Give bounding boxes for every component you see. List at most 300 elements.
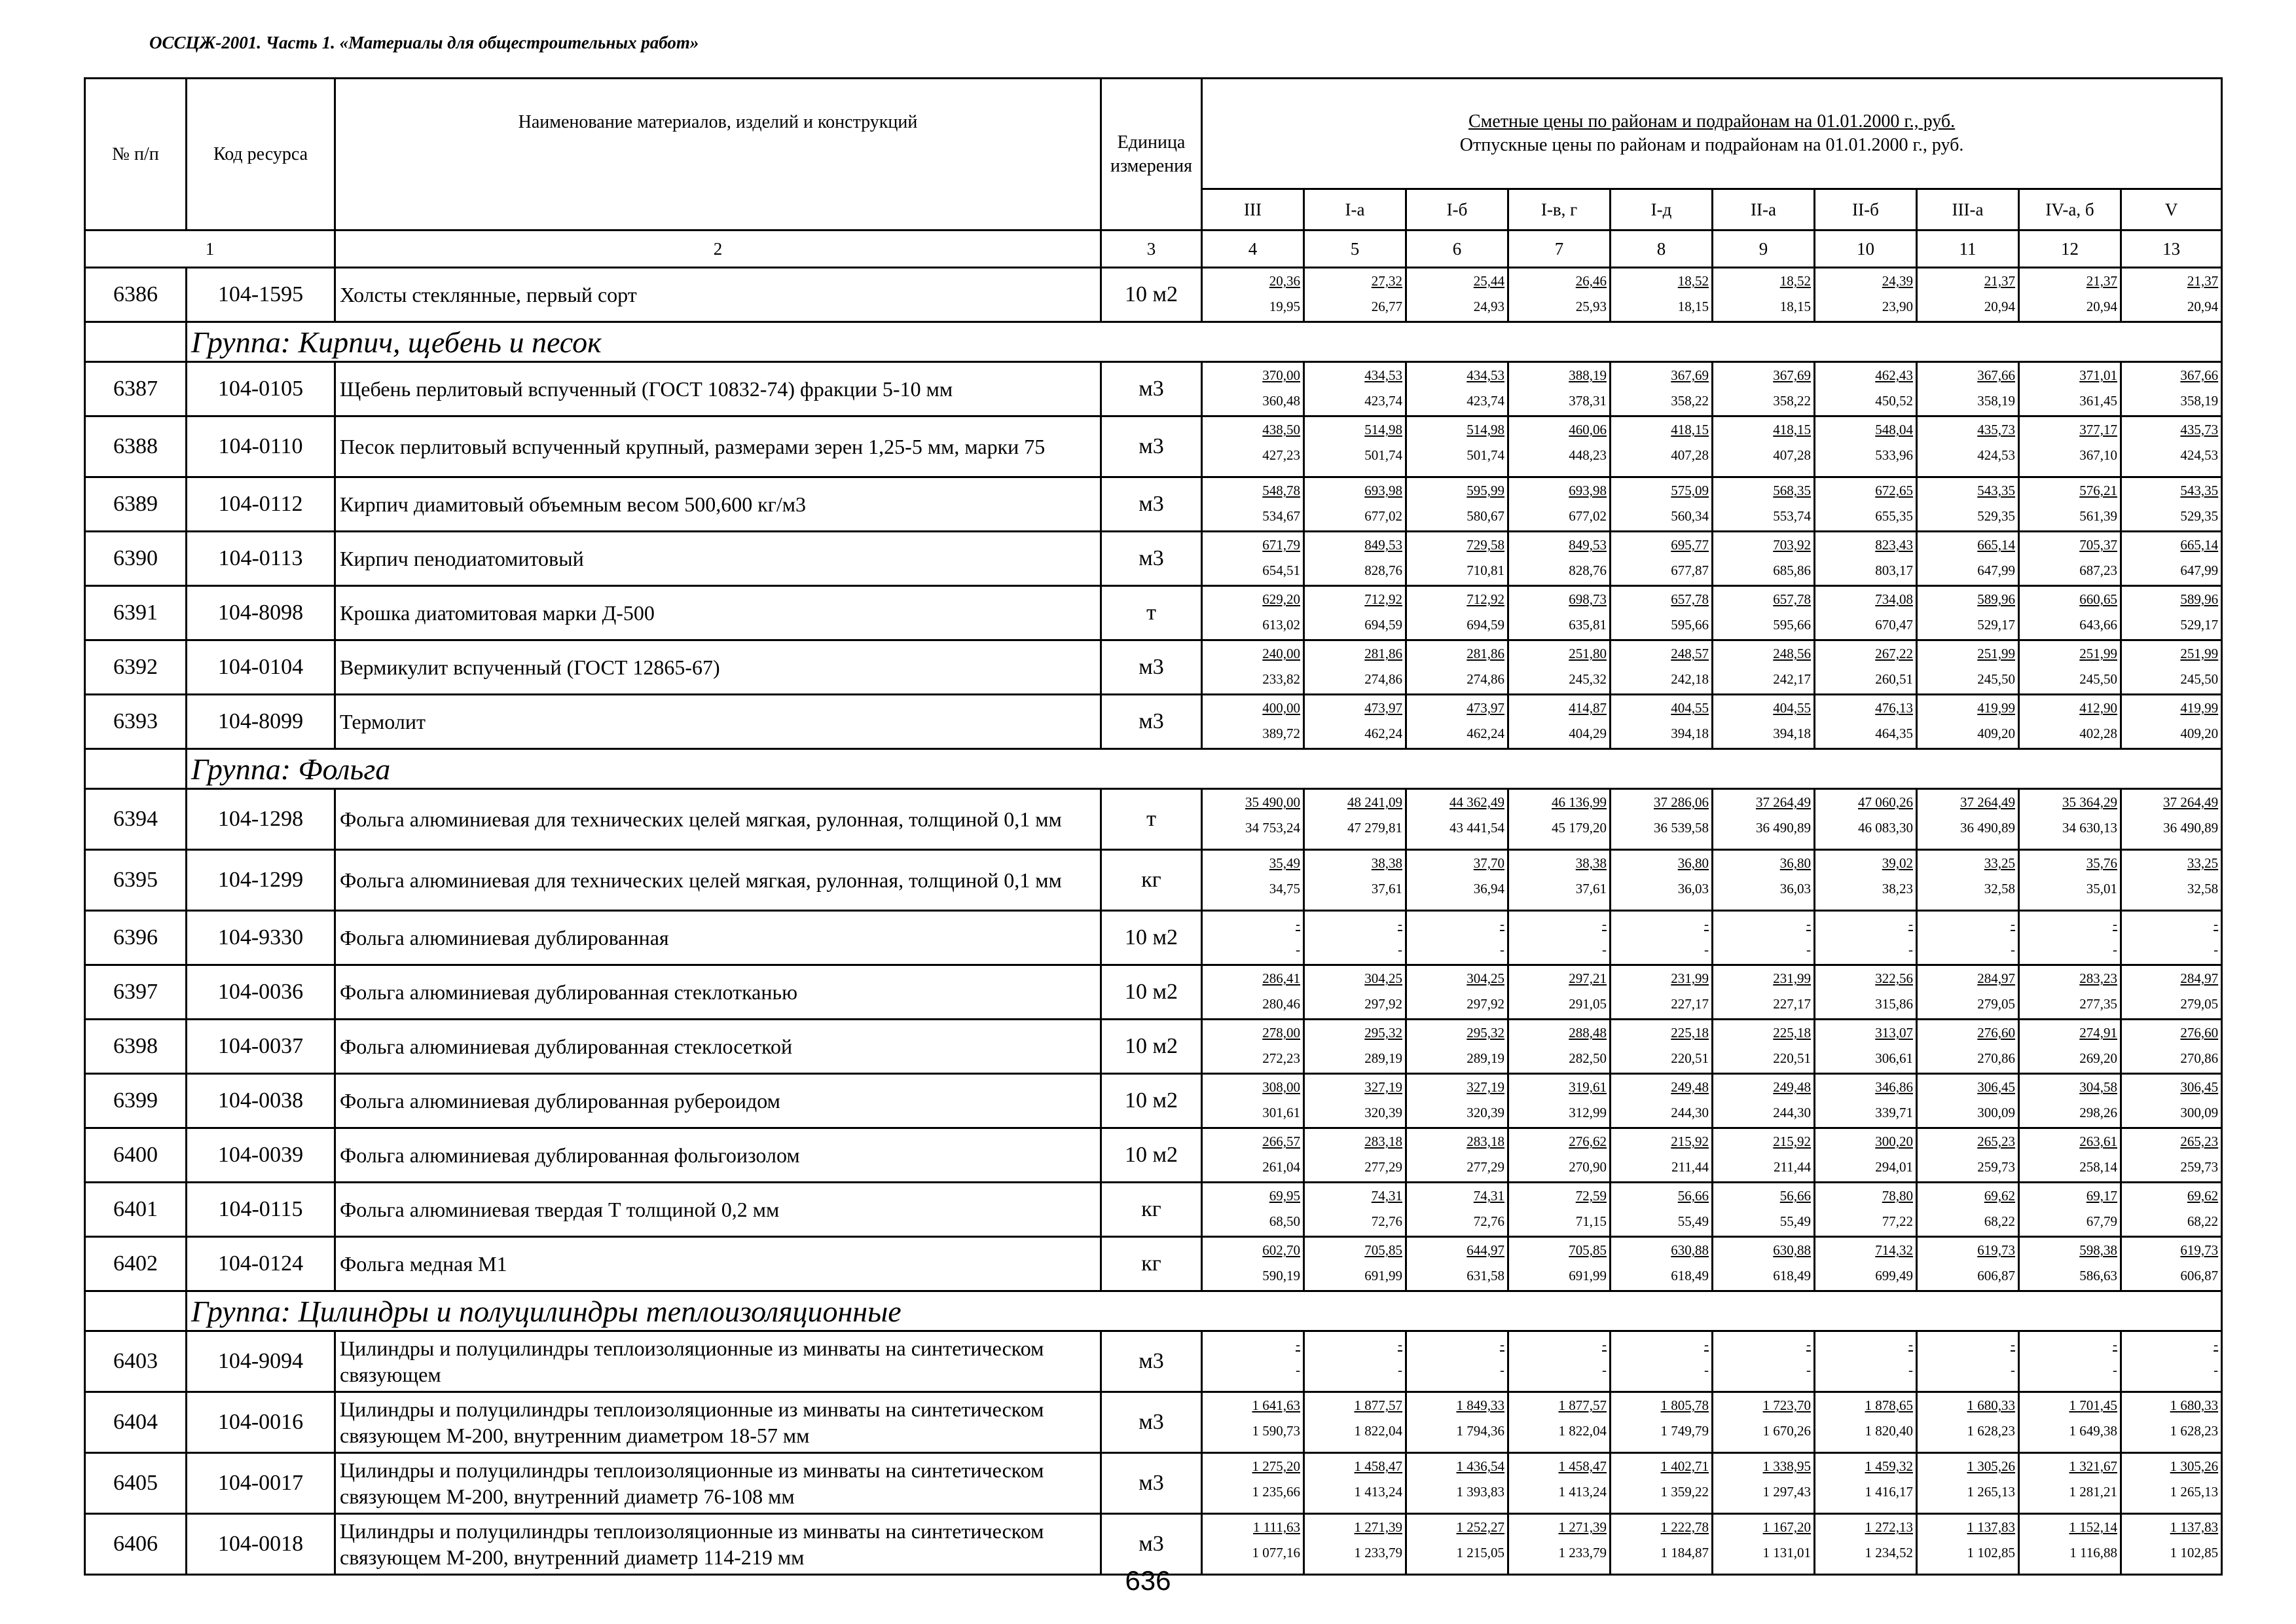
release-price: 227,17 (1671, 996, 1709, 1012)
price-cell (1917, 850, 2019, 911)
price-cell (1406, 1392, 1508, 1453)
estimate-price: 619,73 (1977, 1242, 2015, 1258)
estimate-price: 1 137,83 (1967, 1519, 2015, 1535)
estimate-price: 729,58 (1467, 537, 1504, 553)
price-cell (1304, 362, 1406, 416)
estimate-price: 712,92 (1467, 591, 1504, 607)
resource-code: 104-0016 (187, 1392, 335, 1453)
release-price: 529,17 (2180, 617, 2219, 633)
release-price: 1 749,79 (1660, 1423, 1709, 1439)
estimate-price: 548,78 (1262, 483, 1300, 498)
resource-code: 104-9094 (187, 1331, 335, 1392)
price-cell (1713, 1453, 1815, 1514)
release-price: 1 359,22 (1660, 1484, 1709, 1500)
unit-of-measure: 10 м2 (1101, 268, 1202, 322)
estimate-price: - (1908, 1337, 1913, 1352)
estimate-price: 284,97 (2180, 970, 2219, 986)
release-price: 72,76 (1371, 1213, 1402, 1229)
header-prices-estimate: Сметные цены по районам и подрайонам на 01.01.2000 г., руб. (1468, 111, 1956, 132)
material-name: Крошка диатомитовая марки Д-500 (335, 586, 1101, 640)
price-cell (2121, 1453, 2222, 1514)
estimate-price: 657,78 (1773, 591, 1811, 607)
estimate-price: 78,80 (1882, 1188, 1913, 1204)
release-price: 1 265,13 (1967, 1484, 2015, 1500)
release-price: 694,59 (1467, 617, 1504, 633)
price-cell (1202, 1128, 1304, 1183)
release-price: 18,15 (1779, 299, 1811, 314)
price-cell (2121, 1128, 2222, 1183)
estimate-price: 619,73 (2180, 1242, 2219, 1258)
estimate-price: 665,14 (2180, 537, 2219, 553)
estimate-price: 462,43 (1875, 367, 1913, 383)
row-number: 6400 (85, 1128, 187, 1183)
estimate-price: 304,58 (2079, 1079, 2117, 1095)
price-cell (1304, 477, 1406, 532)
price-cell (1304, 586, 1406, 640)
region-header: I-в, г (1508, 189, 1611, 231)
price-cell (1304, 1183, 1406, 1237)
release-price: 710,81 (1467, 563, 1504, 578)
resource-code: 104-0115 (187, 1183, 335, 1237)
price-cell (1815, 268, 1917, 322)
column-number: 5 (1304, 231, 1406, 268)
table-body (85, 79, 2222, 1575)
price-cell (1611, 1331, 1713, 1392)
price-cell (1713, 362, 1815, 416)
material-name: Фольга медная М1 (335, 1237, 1101, 1291)
release-price: 297,92 (1467, 996, 1504, 1012)
price-cell (1508, 532, 1611, 586)
release-price: 1 416,17 (1865, 1484, 1913, 1500)
estimate-price: 630,88 (1671, 1242, 1709, 1258)
price-cell (1406, 1237, 1508, 1291)
unit-of-measure: т (1101, 586, 1202, 640)
release-price: 32,58 (1984, 881, 2015, 896)
release-price: 32,58 (2187, 881, 2219, 896)
price-cell (1815, 850, 1917, 911)
header-prices-release: Отпускные цены по районам и подрайонам на 01.01.2000 г., руб. (1459, 135, 1964, 155)
release-price: 655,35 (1875, 508, 1913, 524)
estimate-price: - (1398, 916, 1402, 932)
estimate-price: 33,25 (1984, 855, 2015, 871)
price-cell (1202, 789, 1304, 850)
price-cell (2019, 477, 2121, 532)
price-cell (1304, 1020, 1406, 1074)
release-price: 274,86 (1364, 671, 1402, 687)
estimate-price: 69,62 (2187, 1188, 2219, 1204)
resource-code: 104-0037 (187, 1020, 335, 1074)
estimate-price: 35,76 (2086, 855, 2117, 871)
price-cell (1815, 1453, 1917, 1514)
price-cell (1713, 789, 1815, 850)
release-price: 312,99 (1569, 1105, 1607, 1120)
estimate-price: 1 152,14 (2069, 1519, 2117, 1535)
estimate-price: 1 167,20 (1762, 1519, 1811, 1535)
unit-of-measure: 10 м2 (1101, 1128, 1202, 1183)
release-price: - (2113, 942, 2117, 957)
release-price: 36,03 (1677, 881, 1709, 896)
price-cell (1406, 1453, 1508, 1514)
release-price: 1 794,36 (1456, 1423, 1504, 1439)
material-name: Фольга алюминиевая для технических целей мягкая, рулонная, толщиной 0,1 мм (335, 789, 1101, 850)
row-number: 6396 (85, 911, 187, 965)
price-cell (1304, 1331, 1406, 1392)
price-cell (1713, 1128, 1815, 1183)
estimate-price: 21,37 (2187, 273, 2219, 289)
material-name: Щебень перлитовый вспученный (ГОСТ 10832-74) фракции 5-10 мм (335, 362, 1101, 416)
estimate-price: 438,50 (1262, 422, 1300, 437)
row-number: 6394 (85, 789, 187, 850)
price-cell (1202, 1392, 1304, 1453)
price-cell (1815, 640, 1917, 695)
release-price: - (1296, 942, 1300, 957)
estimate-price: 414,87 (1569, 700, 1607, 716)
release-price: 1 233,79 (1354, 1545, 1402, 1560)
price-cell (2121, 1183, 2222, 1237)
estimate-price: 56,66 (1677, 1188, 1709, 1204)
release-price: 1 116,88 (2069, 1545, 2117, 1560)
release-price: 423,74 (1364, 393, 1402, 409)
unit-of-measure: м3 (1101, 532, 1202, 586)
release-price: 306,61 (1875, 1050, 1913, 1066)
price-cell (1713, 1074, 1815, 1128)
column-number: 1 (85, 231, 335, 268)
release-price: 409,20 (1977, 726, 2015, 741)
unit-of-measure: кг (1101, 850, 1202, 911)
estimate-price: 367,69 (1773, 367, 1811, 383)
release-price: 270,90 (1569, 1159, 1607, 1175)
release-price: - (2113, 1362, 2117, 1378)
resource-code: 104-0112 (187, 477, 335, 532)
material-name: Фольга алюминиевая твердая Т толщиной 0,2 мм (335, 1183, 1101, 1237)
release-price: 613,02 (1262, 617, 1300, 633)
price-cell (1406, 477, 1508, 532)
release-price: - (1908, 1362, 1913, 1378)
price-cell (1304, 965, 1406, 1020)
table-row (85, 1074, 2222, 1128)
price-cell (1406, 1074, 1508, 1128)
header-num: № п/п (85, 79, 187, 231)
price-cell (1202, 1074, 1304, 1128)
estimate-price: 38,38 (1575, 855, 1607, 871)
release-price: 36 490,89 (1756, 820, 1811, 836)
unit-of-measure: м3 (1101, 695, 1202, 749)
estimate-price: 370,00 (1262, 367, 1300, 383)
price-cell (1304, 268, 1406, 322)
release-price: 272,23 (1262, 1050, 1300, 1066)
estimate-price: 1 111,63 (1253, 1519, 1300, 1535)
material-name: Термолит (335, 695, 1101, 749)
estimate-price: - (1500, 1337, 1504, 1352)
price-cell (1611, 1128, 1713, 1183)
release-price: - (1908, 942, 1913, 957)
material-name: Песок перлитовый вспученный крупный, размерами зерен 1,25-5 мм, марки 75 (335, 416, 1101, 477)
release-price: 67,79 (2086, 1213, 2117, 1229)
row-number: 6404 (85, 1392, 187, 1453)
row-number: 6402 (85, 1237, 187, 1291)
table-row (85, 1331, 2222, 1392)
estimate-price: 388,19 (1569, 367, 1607, 383)
row-number: 6392 (85, 640, 187, 695)
price-cell (1917, 965, 2019, 1020)
material-name: Фольга алюминиевая дублированная (335, 911, 1101, 965)
price-cell (1917, 477, 2019, 532)
release-price: 244,30 (1773, 1105, 1811, 1120)
estimate-price: 35,49 (1269, 855, 1300, 871)
estimate-price: 251,99 (1977, 646, 2015, 661)
material-name: Фольга алюминиевая для технических целей мягкая, рулонная, толщиной 0,1 мм (335, 850, 1101, 911)
region-header: I-д (1611, 189, 1713, 231)
price-cell (2121, 586, 2222, 640)
price-cell (1815, 477, 1917, 532)
estimate-price: 1 680,33 (2170, 1397, 2219, 1413)
estimate-price: 460,06 (1569, 422, 1607, 437)
price-cell (2019, 850, 2121, 911)
release-price: 37,61 (1575, 881, 1607, 896)
release-price: 1 265,13 (2170, 1484, 2219, 1500)
column-number: 8 (1611, 231, 1713, 268)
row-number: 6389 (85, 477, 187, 532)
release-price: 277,29 (1467, 1159, 1504, 1175)
estimate-price: 37 264,49 (1960, 794, 2015, 810)
release-price: 1 102,85 (2170, 1545, 2219, 1560)
estimate-price: 265,23 (2180, 1134, 2219, 1149)
price-cell (1508, 586, 1611, 640)
release-price: 77,22 (1882, 1213, 1913, 1229)
material-name: Фольга алюминиевая дублированная рубероидом (335, 1074, 1101, 1128)
release-price: 279,05 (2180, 996, 2219, 1012)
price-cell (1815, 695, 1917, 749)
price-cell (1304, 1237, 1406, 1291)
release-price: 394,18 (1671, 726, 1709, 741)
release-price: 1 413,24 (1354, 1484, 1402, 1500)
price-cell (1304, 1392, 1406, 1453)
release-price: - (1806, 942, 1811, 957)
price-cell (1406, 1128, 1508, 1183)
estimate-price: 629,20 (1262, 591, 1300, 607)
estimate-price: 266,57 (1262, 1134, 1300, 1149)
release-price: 259,73 (2180, 1159, 2219, 1175)
price-cell (1304, 532, 1406, 586)
estimate-price: 225,18 (1671, 1025, 1709, 1041)
estimate-price: 1 271,39 (1558, 1519, 1607, 1535)
release-price: 501,74 (1364, 447, 1402, 463)
estimate-price: 249,48 (1671, 1079, 1709, 1095)
release-price: 38,23 (1882, 881, 1913, 896)
column-number: 6 (1406, 231, 1508, 268)
price-cell (2019, 1020, 2121, 1074)
price-cell (2019, 532, 2121, 586)
resource-code: 104-1299 (187, 850, 335, 911)
price-cell (1202, 1331, 1304, 1392)
release-price: 533,96 (1875, 447, 1913, 463)
estimate-price: 371,01 (2079, 367, 2117, 383)
resource-code: 104-0017 (187, 1453, 335, 1514)
resource-code: 104-8098 (187, 586, 335, 640)
price-cell (1917, 1331, 2019, 1392)
release-price: 1 670,26 (1762, 1423, 1811, 1439)
release-price: 300,09 (1977, 1105, 2015, 1120)
price-cell (1508, 965, 1611, 1020)
release-price: 72,76 (1473, 1213, 1504, 1229)
estimate-price: 823,43 (1875, 537, 1913, 553)
release-price: 297,92 (1364, 996, 1402, 1012)
unit-of-measure: м3 (1101, 416, 1202, 477)
release-price: 24,93 (1473, 299, 1504, 314)
release-price: 227,17 (1773, 996, 1811, 1012)
estimate-price: - (2113, 916, 2117, 932)
price-cell (1917, 695, 2019, 749)
release-price: 261,04 (1262, 1159, 1300, 1175)
estimate-price: 1 338,95 (1762, 1458, 1811, 1474)
release-price: - (1296, 1362, 1300, 1378)
material-name: Вермикулит вспученный (ГОСТ 12865-67) (335, 640, 1101, 695)
price-cell (2019, 695, 2121, 749)
price-cell (1713, 477, 1815, 532)
release-price: 20,94 (2086, 299, 2117, 314)
material-name: Цилиндры и полуцилиндры теплоизоляционные из минваты на синтетическом связующем (335, 1331, 1101, 1392)
release-price: 233,82 (1262, 671, 1300, 687)
price-cell (1815, 362, 1917, 416)
unit-of-measure: кг (1101, 1237, 1202, 1291)
estimate-price: 695,77 (1671, 537, 1709, 553)
price-cell (1202, 640, 1304, 695)
estimate-price: 404,55 (1671, 700, 1709, 716)
estimate-price: 26,46 (1575, 273, 1607, 289)
estimate-price: 251,80 (1569, 646, 1607, 661)
release-price: 55,49 (1677, 1213, 1709, 1229)
price-cell (1304, 640, 1406, 695)
release-price: 1 215,05 (1456, 1545, 1504, 1560)
release-price: 339,71 (1875, 1105, 1913, 1120)
release-price: - (1398, 942, 1402, 957)
release-price: 36 490,89 (1960, 820, 2015, 836)
estimate-price: 47 060,26 (1858, 794, 1913, 810)
row-number: 6403 (85, 1331, 187, 1392)
group-row (85, 1291, 2222, 1331)
estimate-price: 48 241,09 (1347, 794, 1402, 810)
estimate-price: 240,00 (1262, 646, 1300, 661)
estimate-price: 657,78 (1671, 591, 1709, 607)
estimate-price: 306,45 (2180, 1079, 2219, 1095)
release-price: 260,51 (1875, 671, 1913, 687)
table-row (85, 640, 2222, 695)
release-price: 407,28 (1671, 447, 1709, 463)
estimate-price: - (2214, 1337, 2219, 1352)
estimate-price: 644,97 (1467, 1242, 1504, 1258)
release-price: 245,50 (2180, 671, 2219, 687)
release-price: 586,63 (2079, 1268, 2117, 1283)
price-cell (1202, 850, 1304, 911)
release-price: 687,23 (2079, 563, 2117, 578)
price-cell (1611, 362, 1713, 416)
price-cell (1508, 1183, 1611, 1237)
estimate-price: 251,99 (2079, 646, 2117, 661)
row-number: 6399 (85, 1074, 187, 1128)
release-price: 68,50 (1269, 1213, 1300, 1229)
price-cell (1713, 1183, 1815, 1237)
estimate-price: 693,98 (1364, 483, 1402, 498)
price-cell (2121, 268, 2222, 322)
price-cell (1202, 268, 1304, 322)
estimate-price: 18,52 (1677, 273, 1709, 289)
release-price: 1 235,66 (1252, 1484, 1300, 1500)
price-cell (1713, 268, 1815, 322)
release-price: 1 297,43 (1762, 1484, 1811, 1500)
release-price: 529,35 (2180, 508, 2219, 524)
estimate-price: - (1296, 1337, 1300, 1352)
region-header: I-а (1304, 189, 1406, 231)
table-row (85, 532, 2222, 586)
price-cell (1304, 416, 1406, 477)
release-price: - (1500, 1362, 1504, 1378)
price-cell (1202, 695, 1304, 749)
estimate-price: 283,23 (2079, 970, 2117, 986)
release-price: 1 131,01 (1762, 1545, 1811, 1560)
release-price: 1 102,85 (1967, 1545, 2015, 1560)
price-cell (2121, 1020, 2222, 1074)
release-price: 258,14 (2079, 1159, 2117, 1175)
price-cell (1713, 640, 1815, 695)
resource-code: 104-0104 (187, 640, 335, 695)
price-cell (1917, 789, 2019, 850)
price-cell (2019, 1453, 2121, 1514)
price-cell (1713, 416, 1815, 477)
estimate-price: 595,99 (1467, 483, 1504, 498)
material-name: Фольга алюминиевая дублированная стеклосеткой (335, 1020, 1101, 1074)
unit-of-measure: 10 м2 (1101, 965, 1202, 1020)
release-price: 294,01 (1875, 1159, 1913, 1175)
estimate-price: 435,73 (1977, 422, 2015, 437)
estimate-price: 1 305,26 (2170, 1458, 2219, 1474)
resource-code: 104-0036 (187, 965, 335, 1020)
estimate-price: 514,98 (1467, 422, 1504, 437)
header-unit: Единица измерения (1101, 79, 1202, 231)
release-price: 828,76 (1569, 563, 1607, 578)
price-cell (2019, 268, 2121, 322)
release-price: 529,35 (1977, 508, 2015, 524)
price-cell (2019, 789, 2121, 850)
estimate-price: - (1908, 916, 1913, 932)
release-price: 647,99 (1977, 563, 2015, 578)
price-cell (1406, 789, 1508, 850)
unit-of-measure: 10 м2 (1101, 1020, 1202, 1074)
resource-code: 104-0039 (187, 1128, 335, 1183)
estimate-price: - (1806, 916, 1811, 932)
column-number: 10 (1815, 231, 1917, 268)
estimate-price: 367,69 (1671, 367, 1709, 383)
resource-code: 104-1298 (187, 789, 335, 850)
price-cell (1611, 695, 1713, 749)
release-price: 699,49 (1875, 1268, 1913, 1283)
estimate-price: - (1500, 916, 1504, 932)
estimate-price: 1 271,39 (1354, 1519, 1402, 1535)
estimate-price: - (1602, 916, 1607, 932)
release-price: 1 077,16 (1252, 1545, 1300, 1560)
price-cell (1202, 965, 1304, 1020)
estimate-price: 660,65 (2079, 591, 2117, 607)
estimate-price: 322,56 (1875, 970, 1913, 986)
estimate-price: 215,92 (1773, 1134, 1811, 1149)
release-price: 358,22 (1671, 393, 1709, 409)
estimate-price: 693,98 (1569, 483, 1607, 498)
estimate-price: 568,35 (1773, 483, 1811, 498)
price-cell (1406, 695, 1508, 749)
release-price: - (1398, 1362, 1402, 1378)
estimate-price: 1 680,33 (1967, 1397, 2015, 1413)
estimate-price: 37 264,49 (2163, 794, 2219, 810)
unit-of-measure: м3 (1101, 477, 1202, 532)
